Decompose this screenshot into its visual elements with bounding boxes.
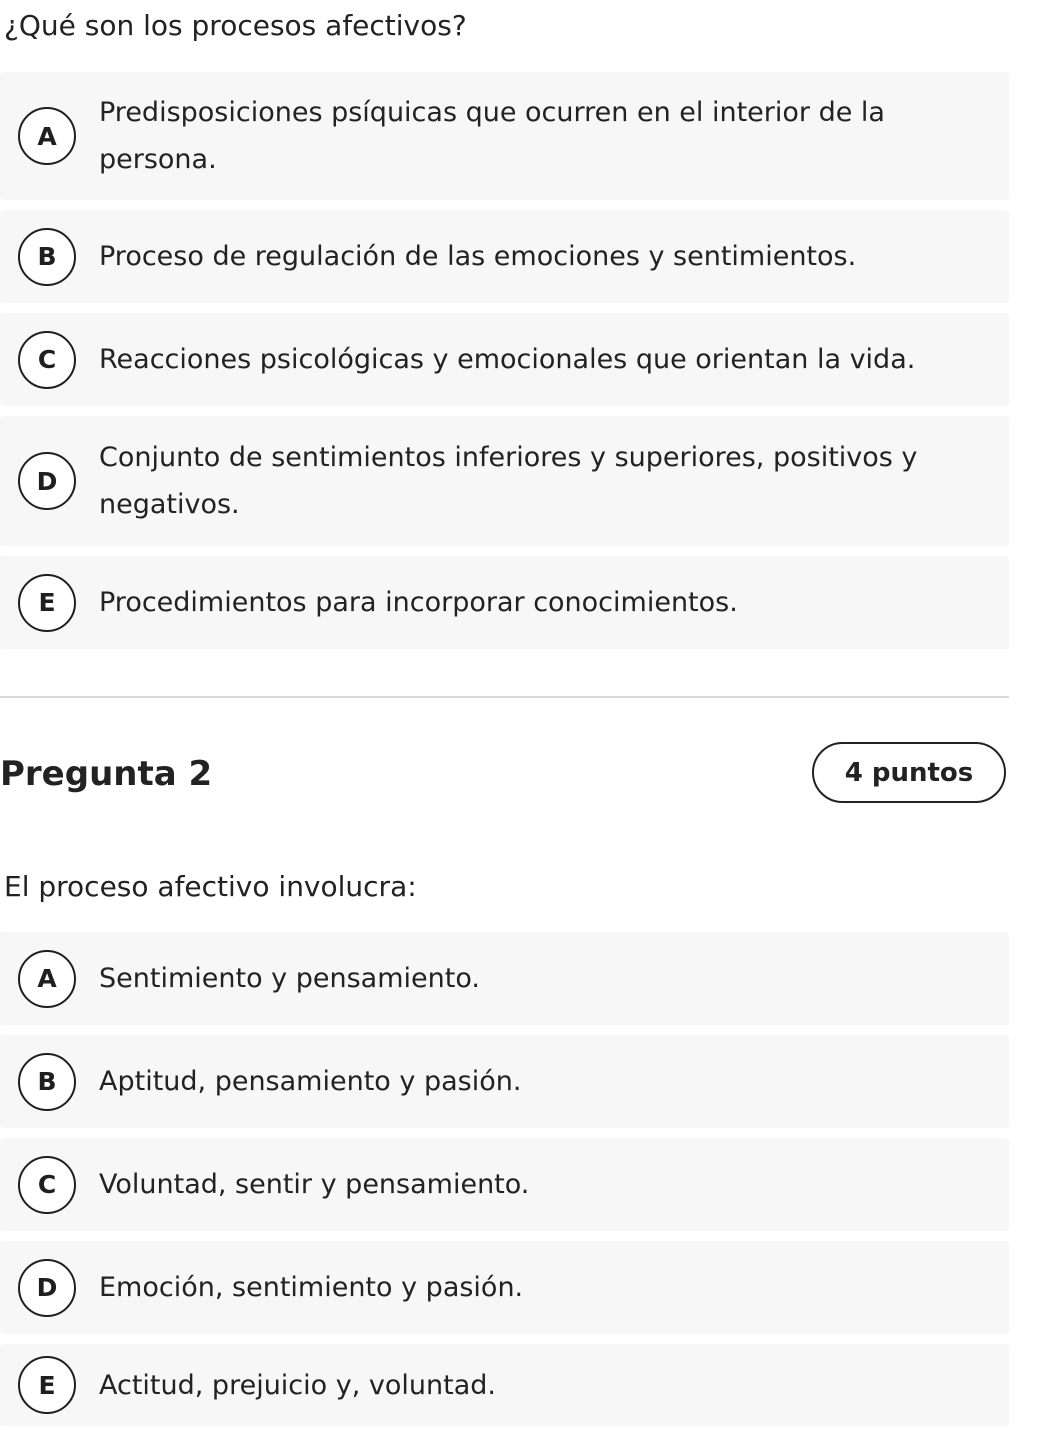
points-badge: 4 puntos xyxy=(812,742,1006,803)
q1-option-c-letter: C xyxy=(18,331,76,389)
q2-option-e-letter: E xyxy=(18,1356,76,1414)
q2-option-c-text: Voluntad, sentir y pensamiento. xyxy=(99,1169,530,1200)
section-divider xyxy=(0,696,1009,698)
q2-option-b-text: Aptitud, pensamiento y pasión. xyxy=(99,1066,522,1097)
q1-option-d-text: Conjunto de sentimientos inferiores y superiores, positivos y negativos. xyxy=(99,442,918,520)
question-2-options xyxy=(0,932,1009,1436)
q2-option-e[interactable] xyxy=(0,1344,1009,1426)
q1-option-d[interactable] xyxy=(0,416,1009,546)
q1-option-c-text: Reacciones psicológicas y emocionales que orientan la vida. xyxy=(99,344,916,375)
q2-option-d-text: Emoción, sentimiento y pasión. xyxy=(99,1272,524,1303)
q1-option-e-text: Procedimientos para incorporar conocimientos. xyxy=(99,587,738,618)
q2-option-a-text: Sentimiento y pensamiento. xyxy=(99,963,480,994)
q2-option-a-letter: A xyxy=(18,950,76,1008)
q1-option-d-letter: D xyxy=(18,452,76,510)
q2-option-b-letter: B xyxy=(18,1053,76,1111)
q2-option-b[interactable] xyxy=(0,1035,1009,1128)
q1-option-a[interactable] xyxy=(0,72,1009,200)
question-2-title: Pregunta 2 xyxy=(0,754,213,794)
q2-option-d-letter: D xyxy=(18,1259,76,1317)
question-2-text: El proceso afectivo involucra: xyxy=(4,870,417,903)
q1-option-a-text: Predisposiciones psíquicas que ocurren en el interior de la persona. xyxy=(99,97,885,175)
q1-option-e-letter: E xyxy=(18,574,76,632)
q2-option-c[interactable] xyxy=(0,1138,1009,1231)
q1-option-a-letter: A xyxy=(18,107,76,165)
q1-option-e[interactable] xyxy=(0,556,1009,649)
q1-option-b-letter: B xyxy=(18,228,76,286)
q1-option-b[interactable] xyxy=(0,210,1009,303)
q2-option-d[interactable] xyxy=(0,1241,1009,1334)
q2-option-e-text: Actitud, prejuicio y, voluntad. xyxy=(99,1369,496,1401)
q2-option-a[interactable] xyxy=(0,932,1009,1025)
question-1-options xyxy=(0,72,1009,659)
q1-option-b-text: Proceso de regulación de las emociones y sentimientos. xyxy=(99,241,857,272)
q2-option-c-letter: C xyxy=(18,1156,76,1214)
q1-option-c[interactable] xyxy=(0,313,1009,406)
question-1-text: ¿Qué son los procesos afectivos? xyxy=(4,9,467,42)
